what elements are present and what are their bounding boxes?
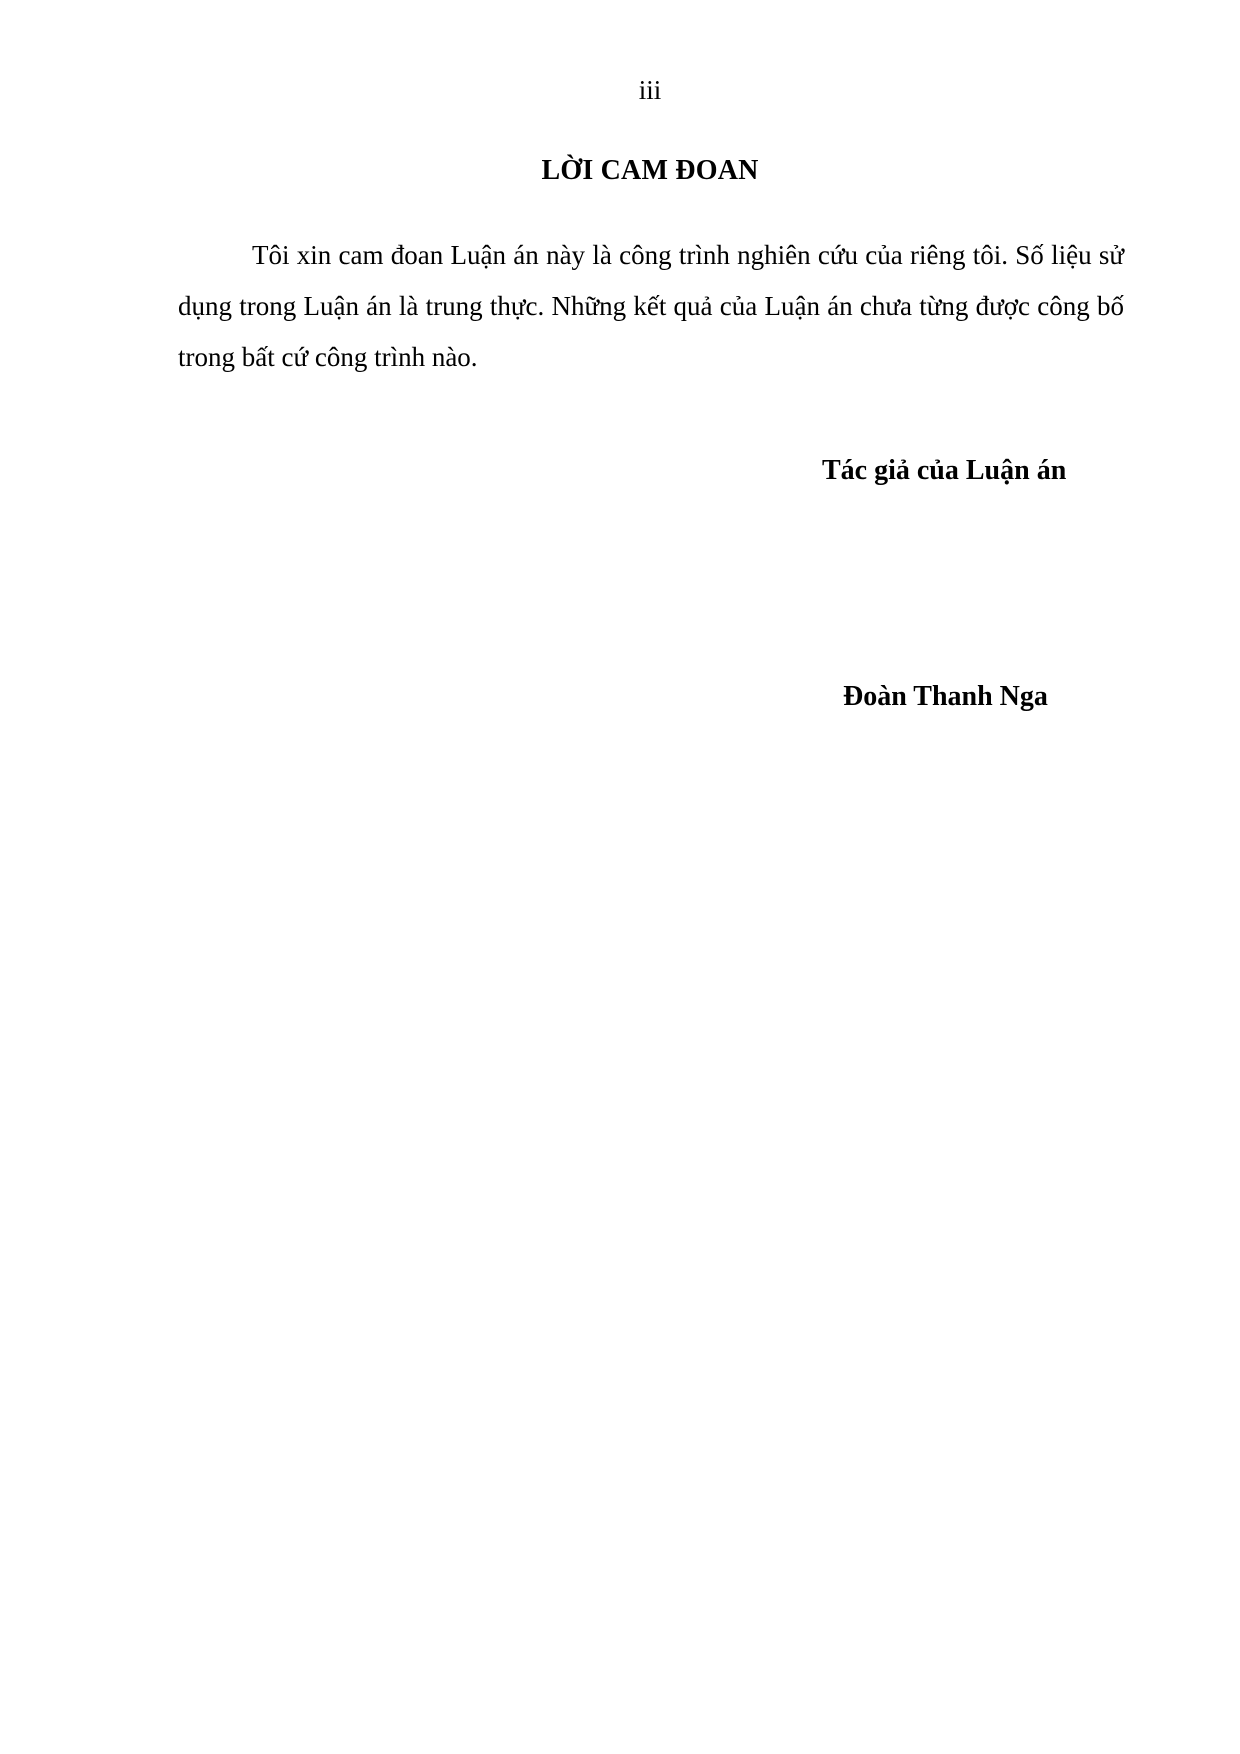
signature-role: Tác giả của Luận án [822, 455, 1067, 486]
page-title: LỜI CAM ĐOAN [541, 155, 759, 186]
signature-name: Đoàn Thanh Nga [843, 681, 1048, 712]
declaration-paragraph: Tôi xin cam đoan Luận án này là công trình nghiên cứu của riêng tôi. Số liệu sử dụng trong Luận án là trung thực. Những kết quả của Luận án chưa từng được công bố trong bất cứ công trình nào. [178, 240, 1124, 372]
page-number: iii [638, 75, 662, 105]
